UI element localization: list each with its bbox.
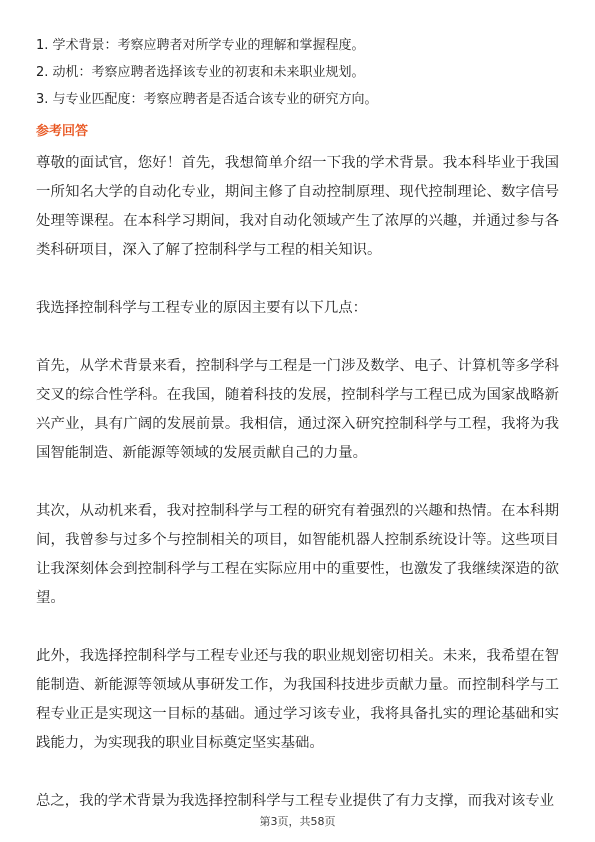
answer-paragraph-first: 首先，从学术背景来看，控制科学与工程是一门涉及数学、电子、计算机等多学科交叉的综合性学科。在我国，随着科技的发展，控制科学与工程已成为国家战略新兴产业，具有广阔的发展前景。我相信，通过深入研究控制科学与工程，我将为我国智能制造、新能源等领域的发展贡献自己的力量。 <box>36 358 559 461</box>
answer-paragraph-intro: 尊敬的面试官，您好！首先，我想简单介绍一下我的学术背景。我本科毕业于我国一所知名大学的自动化专业，期间主修了自动控制原理、现代控制理论、数字信号处理等课程。在本科学习期间，我对自动化领域产生了浓厚的兴趣，并通过参与各类科研项目，深入了解了控制科学与工程的相关知识。 <box>36 155 559 258</box>
criteria-item-motivation: 2. 动机：考察应聘者选择该专业的初衷和未来职业规划。 <box>36 65 365 80</box>
answer-paragraph-second: 其次，从动机来看，我对控制科学与工程的研究有着强烈的兴趣和热情。在本科期间，我曾参与过多个与控制相关的项目，如智能机器人控制系统设计等。这些项目让我深刻体会到控制科学与工程在实际应用中的重要性，也激发了我继续深造的欲望。 <box>36 503 559 606</box>
answer-paragraph-career: 此外，我选择控制科学与工程专业还与我的职业规划密切相关。未来，我希望在智能制造、新能源等领域从事研发工作，为我国科技进步贡献力量。而控制科学与工程专业正是实现这一目标的基础。通过学习该专业，我将具备扎实的理论基础和实践能力，为实现我的职业目标奠定坚实基础。 <box>36 648 559 751</box>
reference-answer-heading: 参考回答 <box>36 124 89 139</box>
evaluation-criteria-list <box>36 32 556 113</box>
page-number-footer: 第3页，共58页 <box>259 815 336 828</box>
reference-answer-body <box>36 149 559 816</box>
answer-paragraph-conclusion: 总之，我的学术背景为我选择控制科学与工程专业提供了有力支撑，而我对该专业 <box>36 793 555 809</box>
answer-paragraph-reasons-lead: 我选择控制科学与工程专业的原因主要有以下几点： <box>36 300 367 316</box>
criteria-item-academic-background: 1. 学术背景：考察应聘者对所学专业的理解和掌握程度。 <box>36 38 365 53</box>
criteria-item-major-fit: 3. 与专业匹配度：考察应聘者是否适合该专业的研究方向。 <box>36 92 378 107</box>
